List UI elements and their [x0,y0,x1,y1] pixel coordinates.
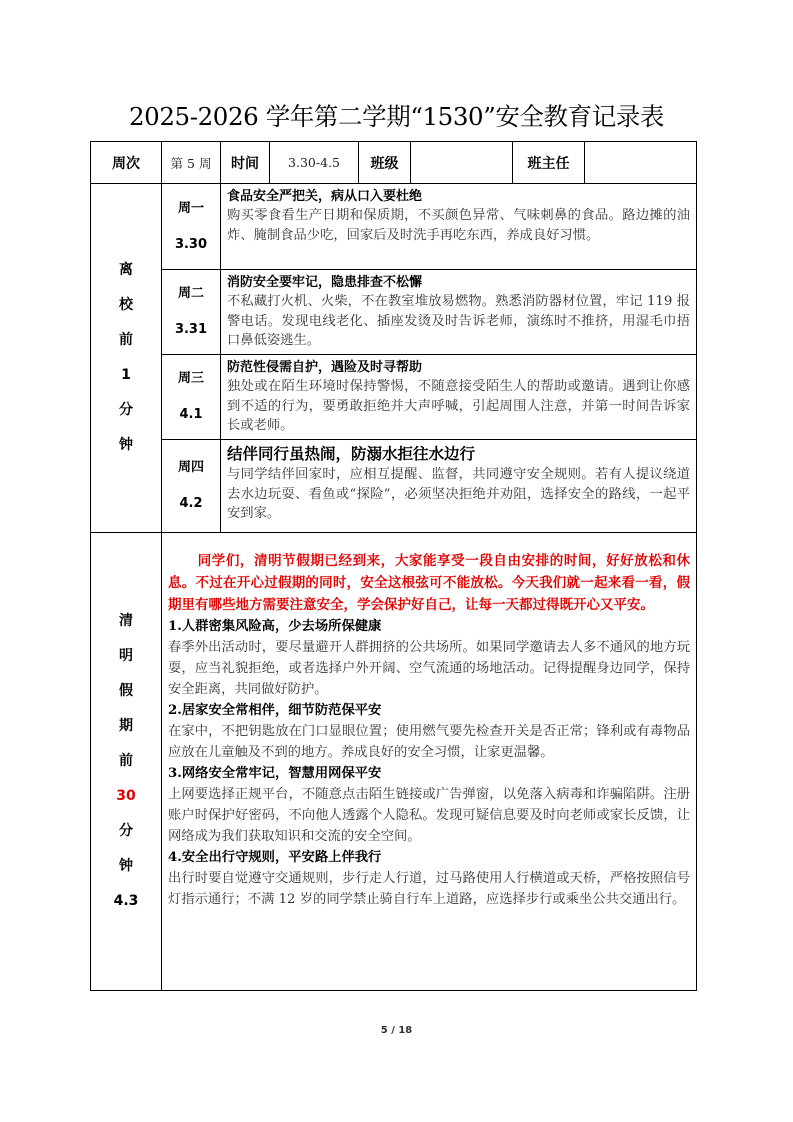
holiday-section-row [91,533,697,991]
section1-char: 校 [119,297,133,313]
section2-char: 期 [119,718,133,734]
day-name: 周一 [177,200,204,216]
day-row-wednesday [91,355,697,440]
section2-char: 明 [119,648,133,664]
section2-char: 分 [119,823,133,839]
item-body: 在家中，不把钥匙放在门口显眼位置；使用燃气要先检查开关是否正常；锋利或有毒物品应放在儿童触及不到的地方。养成良好的安全习惯，让家更温馨。 [168,724,690,760]
holiday-intro: 同学们，清明节假期已经到来，大家能享受一段自由安排的时间，好好放松和休息。不过在开心过假期的同时，安全这根弦可不能放松。今天我们就一起来看一看，假期里有哪些地方需要注意安全，学会保护好自己，让每一天都过得既开心又平安。 [168,553,690,613]
section2-char: 假 [119,683,133,699]
section2-char: 前 [119,753,133,769]
item-title: 1.人群密集风险高，少去场所保健康 [168,619,382,634]
day-name: 周三 [177,371,204,386]
day-name: 周二 [177,286,204,301]
day-row-tuesday [91,270,697,355]
week-label: 周次 [91,142,162,184]
time-value: 3.30-4.5 [270,142,359,184]
day-body: 不私藏打火机、火柴，不在教室堆放易燃物。熟悉消防器材位置，牢记 119 报警电话。发现电线老化、插座发烫及时告诉老师，演练时不推挤，用湿毛巾捂口鼻低姿逃生。 [227,294,690,348]
header-row [91,142,697,184]
item-title: 4.安全出行守规则，平安路上伴我行 [168,850,382,865]
class-label: 班级 [359,142,411,184]
day-cell [162,184,221,270]
day-content [221,270,697,355]
day-cell [162,355,221,440]
day-name: 周四 [177,460,204,475]
section1-label [91,184,162,533]
section1-char: 前 [119,332,133,348]
section2-date: 4.3 [113,893,139,909]
day-date: 4.2 [179,496,203,511]
section2-char: 清 [119,613,133,629]
day-date: 3.30 [174,236,208,252]
week-value: 第 5 周 [162,142,221,184]
page-title: 2025-2026 学年第二学期“1530”安全教育记录表 [128,102,665,131]
section1-char: 离 [119,262,133,278]
safety-record-table [90,141,697,991]
day-cell [162,440,221,533]
section2-char: 钟 [119,858,133,874]
section1-char: 钟 [119,437,133,453]
section2-char-highlight: 30 [116,788,136,804]
day-body: 与同学结伴回家时，应相互提醒、监督，共同遵守安全规则。若有人提议绕道去水边玩耍、看鱼或“探险”，必须坚决拒绝并劝阻，选择安全的路线，一起平安到家。 [227,467,690,521]
item-title: 3.网络安全常牢记，智慧用网保平安 [168,766,382,781]
holiday-content [162,533,697,991]
item-body: 出行时要自觉遵守交通规则，步行走人行道，过马路使用人行横道或天桥，严格按照信号灯指示通行；不满 12 岁的同学禁止骑自行车上道路，应选择步行或乘坐公共交通出行。 [168,871,690,907]
item-body: 上网要选择正规平台，不随意点击陌生链接或广告弹窗，以免落入病毒和诈骗陷阱。注册账户时保护好密码，不向他人透露个人隐私。发现可疑信息要及时向老师或家长反馈，让网络成为我们获取知识和交流的安全空间。 [168,787,690,844]
day-date: 4.1 [179,407,203,422]
day-title: 结伴同行虽热闹，防溺水拒往水边行 [227,444,476,463]
section1-char: 1 [121,367,131,383]
day-content [221,440,697,533]
day-date: 3.31 [174,322,208,337]
day-row-thursday [91,440,697,533]
day-title: 防范性侵需自护，遇险及时寻帮助 [227,360,423,375]
day-body: 独处或在陌生环境时保持警惕，不随意接受陌生人的帮助或邀请。遇到让你感到不适的行为，要勇敢拒绝并大声呼喊，引起周围人注意，并第一时间告诉家长或老师。 [227,379,690,433]
item-title: 2.居家安全常相伴，细节防范保平安 [168,703,382,718]
day-cell [162,270,221,355]
day-body: 购买零食看生产日期和保质期，不买颜色异常、气味刺鼻的食品。路边摊的油炸、腌制食品少吃，回家后及时洗手再吃东西，养成良好习惯。 [227,208,690,243]
class-value [411,142,513,184]
day-content [221,184,697,270]
teacher-value [585,142,697,184]
section2-label [91,533,162,991]
time-label: 时间 [221,142,270,184]
page-number: 5 / 18 [380,1025,413,1036]
section1-char: 分 [119,402,133,418]
day-title: 消防安全要牢记，隐患排查不松懈 [227,275,423,290]
item-body: 春季外出活动时，要尽量避开人群拥挤的公共场所。如果同学邀请去人多不通风的地方玩耍，应当礼貌拒绝，或者选择户外开阔、空气流通的场地活动。记得提醒身边同学，保持安全距离，共同做好防护。 [168,640,690,697]
day-content [221,355,697,440]
day-row-monday [91,184,697,270]
day-title: 食品安全严把关，病从口入要杜绝 [227,189,423,204]
teacher-label: 班主任 [513,142,585,184]
